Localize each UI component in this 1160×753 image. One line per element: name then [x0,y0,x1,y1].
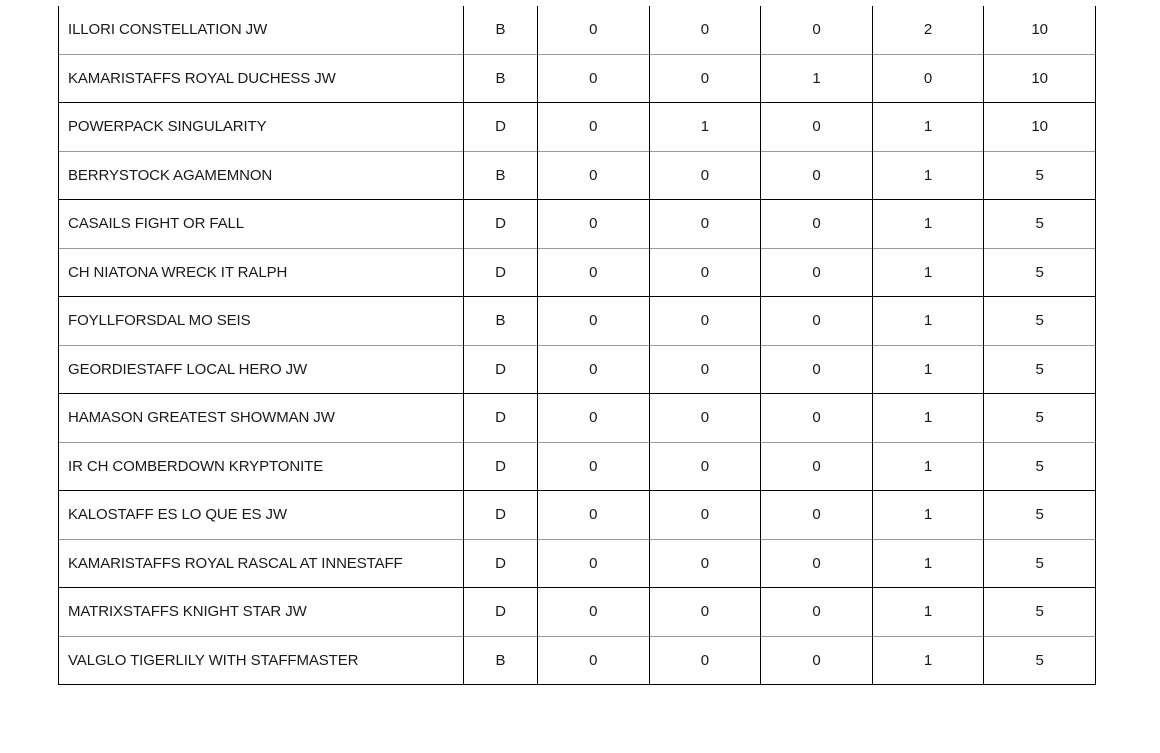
table-row [59,54,1096,103]
count-cell-3: 0 [761,200,873,249]
sex-cell: D [464,442,538,491]
dog-name-cell: FOYLLFORSDAL MO SEIS [59,297,464,346]
count-cell-2: 0 [649,151,761,200]
results-table [58,6,1096,685]
dog-name-cell: ILLORI CONSTELLATION JW [59,6,464,54]
count-cell-4: 1 [872,491,984,540]
count-cell-1: 0 [538,636,650,685]
dog-name-cell: KAMARISTAFFS ROYAL RASCAL AT INNESTAFF [59,539,464,588]
count-cell-1: 0 [538,394,650,443]
count-cell-3: 0 [761,103,873,152]
count-cell-4: 1 [872,588,984,637]
dog-name-cell: GEORDIESTAFF LOCAL HERO JW [59,345,464,394]
count-cell-2: 0 [649,539,761,588]
count-cell-2: 0 [649,248,761,297]
count-cell-4: 1 [872,636,984,685]
count-cell-3: 1 [761,54,873,103]
count-cell-1: 0 [538,539,650,588]
count-cell-4: 1 [872,539,984,588]
count-cell-4: 0 [872,54,984,103]
table-row [59,588,1096,637]
count-cell-3: 0 [761,588,873,637]
count-cell-1: 0 [538,151,650,200]
dog-name-cell: CASAILS FIGHT OR FALL [59,200,464,249]
sex-cell: B [464,297,538,346]
count-cell-1: 0 [538,103,650,152]
table-row [59,539,1096,588]
count-cell-3: 0 [761,297,873,346]
points-cell: 5 [984,151,1096,200]
table-row [59,297,1096,346]
count-cell-4: 1 [872,248,984,297]
table-row [59,345,1096,394]
count-cell-2: 0 [649,636,761,685]
count-cell-2: 0 [649,54,761,103]
count-cell-3: 0 [761,539,873,588]
count-cell-2: 0 [649,345,761,394]
dog-name-cell: CH NIATONA WRECK IT RALPH [59,248,464,297]
count-cell-2: 0 [649,394,761,443]
table-row [59,394,1096,443]
dog-name-cell: MATRIXSTAFFS KNIGHT STAR JW [59,588,464,637]
count-cell-2: 0 [649,297,761,346]
points-cell: 5 [984,297,1096,346]
count-cell-3: 0 [761,151,873,200]
count-cell-1: 0 [538,345,650,394]
sex-cell: B [464,636,538,685]
points-cell: 5 [984,200,1096,249]
count-cell-2: 0 [649,442,761,491]
count-cell-3: 0 [761,636,873,685]
points-cell: 10 [984,6,1096,54]
count-cell-1: 0 [538,54,650,103]
sex-cell: B [464,151,538,200]
count-cell-2: 0 [649,200,761,249]
count-cell-3: 0 [761,345,873,394]
points-cell: 10 [984,103,1096,152]
dog-name-cell: HAMASON GREATEST SHOWMAN JW [59,394,464,443]
dog-name-cell: BERRYSTOCK AGAMEMNON [59,151,464,200]
count-cell-1: 0 [538,491,650,540]
count-cell-1: 0 [538,248,650,297]
dog-name-cell: VALGLO TIGERLILY WITH STAFFMASTER [59,636,464,685]
sex-cell: D [464,588,538,637]
points-cell: 5 [984,588,1096,637]
points-cell: 10 [984,54,1096,103]
sex-cell: D [464,394,538,443]
dog-name-cell: POWERPACK SINGULARITY [59,103,464,152]
count-cell-1: 0 [538,6,650,54]
sex-cell: D [464,103,538,152]
points-cell: 5 [984,636,1096,685]
table-row [59,491,1096,540]
count-cell-2: 0 [649,588,761,637]
count-cell-3: 0 [761,491,873,540]
sex-cell: D [464,491,538,540]
count-cell-3: 0 [761,6,873,54]
sex-cell: B [464,54,538,103]
count-cell-4: 1 [872,103,984,152]
count-cell-3: 0 [761,394,873,443]
count-cell-4: 2 [872,6,984,54]
table-row [59,6,1096,54]
points-cell: 5 [984,394,1096,443]
count-cell-4: 1 [872,151,984,200]
count-cell-4: 1 [872,442,984,491]
points-cell: 5 [984,345,1096,394]
count-cell-1: 0 [538,200,650,249]
sex-cell: D [464,248,538,297]
results-table-body [59,6,1096,685]
points-cell: 5 [984,248,1096,297]
dog-name-cell: KALOSTAFF ES LO QUE ES JW [59,491,464,540]
table-row [59,636,1096,685]
sex-cell: D [464,539,538,588]
count-cell-2: 1 [649,103,761,152]
count-cell-3: 0 [761,248,873,297]
count-cell-4: 1 [872,345,984,394]
table-row [59,200,1096,249]
points-cell: 5 [984,539,1096,588]
points-cell: 5 [984,491,1096,540]
sex-cell: D [464,200,538,249]
dog-name-cell: KAMARISTAFFS ROYAL DUCHESS JW [59,54,464,103]
count-cell-4: 1 [872,297,984,346]
count-cell-4: 1 [872,200,984,249]
count-cell-3: 0 [761,442,873,491]
table-row [59,248,1096,297]
count-cell-1: 0 [538,442,650,491]
count-cell-1: 0 [538,297,650,346]
table-row [59,442,1096,491]
count-cell-2: 0 [649,491,761,540]
dog-name-cell: IR CH COMBERDOWN KRYPTONITE [59,442,464,491]
points-cell: 5 [984,442,1096,491]
sex-cell: D [464,345,538,394]
count-cell-1: 0 [538,588,650,637]
table-row [59,103,1096,152]
table-row [59,151,1096,200]
sex-cell: B [464,6,538,54]
count-cell-4: 1 [872,394,984,443]
count-cell-2: 0 [649,6,761,54]
